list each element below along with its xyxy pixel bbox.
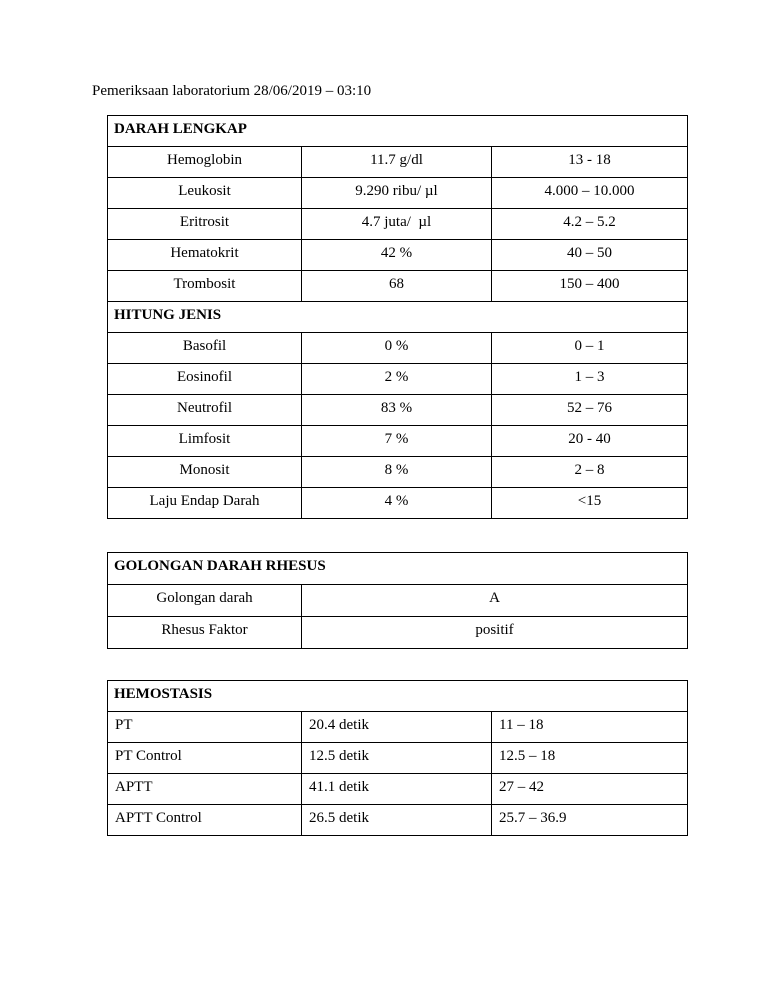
document-title: Pemeriksaan laboratorium 28/06/2019 – 03:10 xyxy=(92,83,372,99)
table-row xyxy=(108,178,688,209)
lab-result-value: 68 xyxy=(302,271,492,302)
lab-result-value: 20.4 detik xyxy=(302,712,492,743)
table-row xyxy=(108,271,688,302)
table-row xyxy=(108,147,688,178)
table-darah-lengkap xyxy=(107,115,688,519)
lab-result-value: 0 % xyxy=(302,333,492,364)
lab-reference-range: 4.2 – 5.2 xyxy=(492,209,688,240)
table-row xyxy=(108,209,688,240)
lab-reference-range: 52 – 76 xyxy=(492,395,688,426)
table-row xyxy=(108,805,688,836)
table-row xyxy=(108,302,688,333)
lab-reference-range: 20 - 40 xyxy=(492,426,688,457)
lab-reference-range: 11 – 18 xyxy=(492,712,688,743)
lab-parameter-name: Laju Endap Darah xyxy=(108,488,302,519)
table-row xyxy=(108,617,688,649)
lab-parameter-name: Hematokrit xyxy=(108,240,302,271)
lab-parameter-name: Eritrosit xyxy=(108,209,302,240)
lab-parameter-name: Trombosit xyxy=(108,271,302,302)
lab-result-value: 9.290 ribu/ µl xyxy=(302,178,492,209)
lab-parameter-name: PT Control xyxy=(108,743,302,774)
lab-parameter-name: Golongan darah xyxy=(108,585,302,617)
table-golongan-darah-rhesus xyxy=(107,552,688,649)
section-header-hemostasis: HEMOSTASIS xyxy=(108,681,688,712)
lab-result-value: 83 % xyxy=(302,395,492,426)
lab-result-value: 4 % xyxy=(302,488,492,519)
lab-result-value: 4.7 juta/ µl xyxy=(302,209,492,240)
lab-reference-range: 150 – 400 xyxy=(492,271,688,302)
section-header-golongan-darah-rhesus: GOLONGAN DARAH RHESUS xyxy=(108,553,688,585)
lab-parameter-name: Eosinofil xyxy=(108,364,302,395)
lab-result-value: positif xyxy=(302,617,688,649)
table-row xyxy=(108,364,688,395)
lab-parameter-name: Rhesus Faktor xyxy=(108,617,302,649)
lab-result-value: 7 % xyxy=(302,426,492,457)
table-row xyxy=(108,712,688,743)
lab-result-value: 11.7 g/dl xyxy=(302,147,492,178)
lab-reference-range: <15 xyxy=(492,488,688,519)
lab-result-value: 12.5 detik xyxy=(302,743,492,774)
lab-parameter-name: Hemoglobin xyxy=(108,147,302,178)
lab-reference-range: 4.000 – 10.000 xyxy=(492,178,688,209)
table-row xyxy=(108,395,688,426)
lab-result-value: 42 % xyxy=(302,240,492,271)
lab-parameter-name: Limfosit xyxy=(108,426,302,457)
table-row xyxy=(108,681,688,712)
table-row xyxy=(108,457,688,488)
lab-result-value: 41.1 detik xyxy=(302,774,492,805)
table-row xyxy=(108,116,688,147)
section-header-hitung-jenis: HITUNG JENIS xyxy=(108,302,688,333)
lab-reference-range: 2 – 8 xyxy=(492,457,688,488)
table-row xyxy=(108,774,688,805)
lab-reference-range: 13 - 18 xyxy=(492,147,688,178)
lab-parameter-name: Monosit xyxy=(108,457,302,488)
table-row xyxy=(108,488,688,519)
lab-reference-range: 27 – 42 xyxy=(492,774,688,805)
lab-parameter-name: APTT Control xyxy=(108,805,302,836)
table-row xyxy=(108,426,688,457)
lab-result-value: 2 % xyxy=(302,364,492,395)
lab-parameter-name: Basofil xyxy=(108,333,302,364)
lab-reference-range: 1 – 3 xyxy=(492,364,688,395)
lab-reference-range: 0 – 1 xyxy=(492,333,688,364)
lab-result-value: 26.5 detik xyxy=(302,805,492,836)
table-hemostasis xyxy=(107,680,688,836)
table-row xyxy=(108,585,688,617)
lab-parameter-name: Neutrofil xyxy=(108,395,302,426)
table-row xyxy=(108,553,688,585)
lab-reference-range: 40 – 50 xyxy=(492,240,688,271)
lab-result-value: A xyxy=(302,585,688,617)
lab-parameter-name: APTT xyxy=(108,774,302,805)
lab-reference-range: 25.7 – 36.9 xyxy=(492,805,688,836)
lab-result-value: 8 % xyxy=(302,457,492,488)
section-header-darah-lengkap: DARAH LENGKAP xyxy=(108,116,688,147)
table-row xyxy=(108,333,688,364)
lab-parameter-name: PT xyxy=(108,712,302,743)
lab-reference-range: 12.5 – 18 xyxy=(492,743,688,774)
table-row xyxy=(108,240,688,271)
table-row xyxy=(108,743,688,774)
lab-parameter-name: Leukosit xyxy=(108,178,302,209)
